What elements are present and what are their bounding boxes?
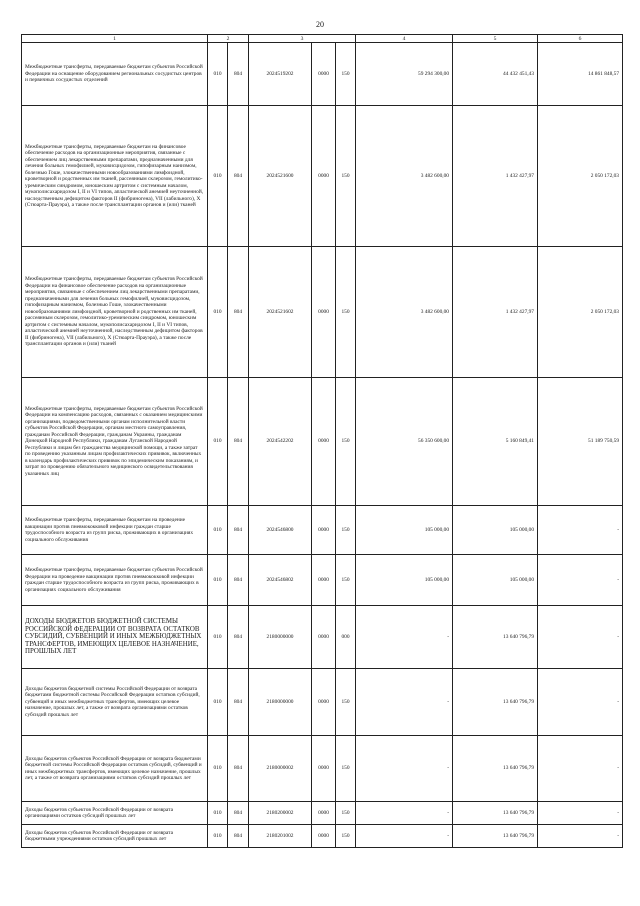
- row-code-4: 0000: [312, 378, 336, 506]
- row-value-col-6: -: [538, 825, 623, 848]
- row-code-4: 0000: [312, 43, 336, 106]
- row-code-5: 150: [336, 736, 356, 802]
- row-value-col-5: 5 160 849,41: [453, 378, 538, 506]
- row-code-3: 2180000000: [249, 606, 312, 669]
- row-value-col-6: -: [538, 506, 623, 555]
- row-code-5: 150: [336, 247, 356, 378]
- header-row: [22, 35, 623, 43]
- row-value-col-5: 13 640 796,79: [453, 606, 538, 669]
- row-code-3: 2180000000: [249, 669, 312, 736]
- row-value-col-4: 56 350 600,00: [356, 378, 453, 506]
- row-code-5: 150: [336, 378, 356, 506]
- row-code-2: 804: [228, 106, 249, 247]
- row-value-col-6: -: [538, 802, 623, 825]
- row-value-col-6: 2 050 172,03: [538, 106, 623, 247]
- row-name: Доходы бюджетов субъектов Российской Федерации от возврата бюджетными учреждениями остатков субсидий прошлых лет: [22, 825, 208, 848]
- row-name: Межбюджетные трансферты, передаваемые бюджетам на проведение вакцинации против пневмококковой инфекции граждан старше трудоспособного возраста из групп риска, проживающих в организациях социального обслуживания: [22, 506, 208, 555]
- row-code-2: 804: [228, 506, 249, 555]
- row-code-3: 2180201002: [249, 825, 312, 848]
- row-value-col-5: 13 640 796,79: [453, 736, 538, 802]
- row-code-4: 0000: [312, 802, 336, 825]
- row-value-col-4: 105 000,00: [356, 555, 453, 606]
- row-value-col-4: -: [356, 669, 453, 736]
- row-code-1: 010: [208, 802, 228, 825]
- row-code-1: 010: [208, 378, 228, 506]
- row-code-3: 2024521600: [249, 106, 312, 247]
- table-row: [22, 606, 623, 669]
- row-value-col-4: 3 482 600,00: [356, 106, 453, 247]
- table-row: [22, 43, 623, 106]
- row-code-2: 804: [228, 378, 249, 506]
- row-code-1: 010: [208, 825, 228, 848]
- row-code-3: 2180000002: [249, 736, 312, 802]
- row-code-1: 010: [208, 736, 228, 802]
- row-value-col-4: -: [356, 606, 453, 669]
- table-row: [22, 106, 623, 247]
- row-value-col-4: 105 000,00: [356, 506, 453, 555]
- row-code-5: 150: [336, 825, 356, 848]
- row-value-col-6: 51 189 750,59: [538, 378, 623, 506]
- row-name: Доходы бюджетов субъектов Российской Федерации от возврата организациями остатков субсидий прошлых лет: [22, 802, 208, 825]
- row-code-1: 010: [208, 669, 228, 736]
- row-code-4: 0000: [312, 669, 336, 736]
- row-code-3: 2024546802: [249, 555, 312, 606]
- row-value-col-4: -: [356, 736, 453, 802]
- row-code-5: 000: [336, 606, 356, 669]
- row-value-col-5: 1 432 427,97: [453, 106, 538, 247]
- row-value-col-6: -: [538, 669, 623, 736]
- row-name: Межбюджетные трансферты, передаваемые бюджетам субъектов Российской Федерации на проведение вакцинации против пневмококковой инфекции граждан старше трудоспособного возраста из групп риска, проживающих в организациях социального обслуживания: [22, 555, 208, 606]
- row-value-col-5: 1 432 427,97: [453, 247, 538, 378]
- row-name: Межбюджетные трансферты, передаваемые бюджетам субъектов Российской Федерации на оснащение оборудованием региональных сосудистых центров и первичных сосудистых отделений: [22, 43, 208, 106]
- row-value-col-6: 2 050 172,03: [538, 247, 623, 378]
- row-code-5: 150: [336, 802, 356, 825]
- row-code-4: 0000: [312, 825, 336, 848]
- row-code-5: 150: [336, 43, 356, 106]
- row-code-4: 0000: [312, 106, 336, 247]
- row-code-1: 010: [208, 106, 228, 247]
- table-row: [22, 802, 623, 825]
- row-value-col-5: 13 640 796,79: [453, 669, 538, 736]
- row-code-3: 2180200002: [249, 802, 312, 825]
- row-code-3: 2024542202: [249, 378, 312, 506]
- row-code-4: 0000: [312, 736, 336, 802]
- row-value-col-4: 3 482 600,00: [356, 247, 453, 378]
- row-value-col-5: 13 640 796,79: [453, 825, 538, 848]
- row-value-col-6: -: [538, 736, 623, 802]
- row-code-4: 0000: [312, 606, 336, 669]
- row-value-col-4: 59 294 300,00: [356, 43, 453, 106]
- row-code-3: 2024521602: [249, 247, 312, 378]
- row-code-4: 0000: [312, 506, 336, 555]
- row-code-1: 010: [208, 506, 228, 555]
- row-name: Доходы бюджетов субъектов Российской Федерации от возврата бюджетами бюджетной системы Российской Федерации остатков субсидий, субвенций и иных межбюджетных трансфертов, имеющих целевое назначение, прошлых лет, а также от возврата организациями остатков субсидий прошлых лет: [22, 736, 208, 802]
- row-code-4: 0000: [312, 247, 336, 378]
- row-name: Межбюджетные трансферты, передаваемые бюджетам субъектов Российской Федерации на финансовое обеспечение расходов на организационные мероприятия, связанные с обеспечением лиц лекарственными препаратами, предназначенными для лечения больных гемофилией, муковисцидозом, гипофизарным нанизмом, болезнью Гоше, злокачественными новообразованиями лимфоидной, кроветворной и родственных им тканей, рассеянным склерозом, гемолитико-уремическим синдромом, юношеским артритом с системным началом, мукополисахаридозом I, II и VI типов, апластической анемией неуточненной, наследственным дефицитом факторов II (фибриногена), VII (лабильного), X (Стюарта-Прауэра), а также после трансплантации органов и (или) тканей: [22, 247, 208, 378]
- row-code-1: 010: [208, 43, 228, 106]
- header-col-4: 4: [356, 35, 453, 43]
- budget-table: [21, 34, 623, 848]
- row-name: Доходы бюджетов бюджетной системы Российской Федерации от возврата бюджетами бюджетной системы Российской Федерации остатков субсидий, субвенций и иных межбюджетных трансфертов, имеющих целевое назначение, прошлых лет, а также от возврата организациями остатков субсидий прошлых лет: [22, 669, 208, 736]
- row-code-5: 150: [336, 555, 356, 606]
- row-name: ДОХОДЫ БЮДЖЕТОВ БЮДЖЕТНОЙ СИСТЕМЫ РОССИЙСКОЙ ФЕДЕРАЦИИ ОТ ВОЗВРАТА ОСТАТКОВ СУБСИДИЙ, СУБВЕНЦИЙ И ИНЫХ МЕЖБЮДЖЕТНЫХ ТРАНСФЕРТОВ, ИМЕЮЩИХ ЦЕЛЕВОЕ НАЗНАЧЕНИЕ, ПРОШЛЫХ ЛЕТ: [22, 606, 208, 669]
- row-code-2: 804: [228, 802, 249, 825]
- table-row: [22, 506, 623, 555]
- table-row: [22, 378, 623, 506]
- row-name: Межбюджетные трансферты, передаваемые бюджетам субъектов Российской Федерации на компенсацию расходов, связанных с оказанием медицинскими организациями, подведомственными органам исполнительной власти субъектов Российской Федерации, органам местного самоуправления, гражданам Российской Федерации, гражданам Украины, гражданам Донецкой Народной Республики, гражданам Луганской Народной Республики и лицам без гражданства медицинской помощи, а также затрат по проведению указанным лицам профилактических прививок, включенных в календарь профилактических прививок по эпидемическим показаниям, и затрат по проведению обязательного медицинского освидетельствования указанных лиц: [22, 378, 208, 506]
- header-col-1: 1: [22, 35, 208, 43]
- row-code-4: 0000: [312, 555, 336, 606]
- row-value-col-4: -: [356, 802, 453, 825]
- row-code-1: 010: [208, 606, 228, 669]
- page-number: 20: [316, 20, 324, 29]
- row-code-5: 150: [336, 506, 356, 555]
- table-row: [22, 825, 623, 848]
- row-name: Межбюджетные трансферты, передаваемые бюджетам на финансовое обеспечение расходов на организационные мероприятия, связанные с обеспечением лиц лекарственными препаратами, предназначенными для лечения больных гемофилией, муковисцидозом, гипофизарным нанизмом, болезнью Гоше, злокачественными новообразованиями лимфоидной, кроветворной и родственных им тканей, рассеянным склерозом, гемолитико-уремическим синдромом, юношеским артритом с системным началом, мукополисахаридозом I, II и VI типов, апластической анемией неуточненной, наследственным дефицитом факторов II (фибриногена), VII (лабильного), X (Стюарта-Прауэра), а также после трансплантации органов и (или) тканей: [22, 106, 208, 247]
- row-value-col-6: 14 861 848,57: [538, 43, 623, 106]
- header-col-3: 3: [249, 35, 356, 43]
- row-code-1: 010: [208, 247, 228, 378]
- row-code-2: 804: [228, 247, 249, 378]
- header-col-6: 6: [538, 35, 623, 43]
- header-col-2: 2: [208, 35, 249, 43]
- table-row: [22, 247, 623, 378]
- row-code-5: 150: [336, 669, 356, 736]
- row-code-1: 010: [208, 555, 228, 606]
- row-value-col-6: -: [538, 606, 623, 669]
- row-code-5: 150: [336, 106, 356, 247]
- row-code-2: 804: [228, 669, 249, 736]
- row-code-2: 804: [228, 555, 249, 606]
- table-row: [22, 555, 623, 606]
- row-value-col-5: 105 000,00: [453, 506, 538, 555]
- row-code-3: 2024546800: [249, 506, 312, 555]
- row-value-col-5: 44 432 451,43: [453, 43, 538, 106]
- table-row: [22, 736, 623, 802]
- row-value-col-5: 13 640 796,79: [453, 802, 538, 825]
- row-value-col-4: -: [356, 825, 453, 848]
- header-col-5: 5: [453, 35, 538, 43]
- table-row: [22, 669, 623, 736]
- row-code-2: 804: [228, 825, 249, 848]
- row-value-col-5: 105 000,00: [453, 555, 538, 606]
- row-code-2: 804: [228, 606, 249, 669]
- row-value-col-6: -: [538, 555, 623, 606]
- row-code-3: 2024519202: [249, 43, 312, 106]
- row-code-2: 804: [228, 43, 249, 106]
- row-code-2: 804: [228, 736, 249, 802]
